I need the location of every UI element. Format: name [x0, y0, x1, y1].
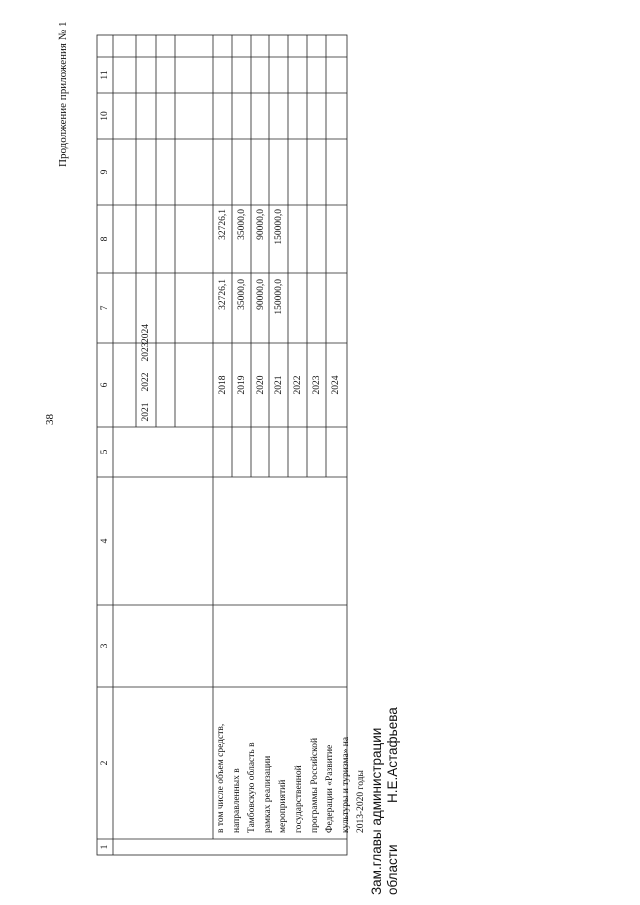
year-cell: 2020 — [256, 375, 266, 395]
row-label-line: 2013-2020 годы — [356, 770, 367, 833]
year-cell: 2019 — [237, 375, 247, 395]
year-cell: 2018 — [218, 375, 228, 395]
row-label-line: Тамбовскую область в — [247, 742, 258, 833]
row-label-line: программы Российской — [309, 737, 320, 833]
rotated-page: 38 Продолжение приложения № 1 1 2 3 4 5 6 7 8 9 10 11 2021 2022 2023 2024 в том числе объем средств, направленных в Тамбовскую область в рамках реализации мероприятий государственной программы Российской Федерации «Развитие культуры и туризма» на 2013-2020 годы 2018 2019 2020 2021 2022 2023 2024 32726,1 35000,0 90000,0 150000,0 32726,1 35000,0 90000,0 150000,0 Зам.главы администрации области Н.Е.Астафьева — [0, 0, 640, 905]
value-cell-col7: 35000,0 — [237, 279, 247, 310]
year-cell: 2021 — [141, 402, 151, 422]
column-number: 10 — [100, 111, 110, 121]
value-cell-col8: 35000,0 — [237, 209, 247, 240]
column-number: 4 — [100, 538, 110, 544]
value-cell-col7: 150000,0 — [274, 279, 284, 315]
row-label-line: государственной — [293, 765, 304, 833]
column-number: 1 — [100, 844, 110, 850]
value-cell-col8: 32726,1 — [218, 209, 228, 240]
column-number: 7 — [100, 305, 110, 311]
row-label-line: Федерации «Развитие — [325, 744, 336, 833]
signature-region: области — [385, 844, 400, 895]
row-label-line: мероприятий — [278, 779, 289, 833]
header-note: Продолжение приложения № 1 — [57, 21, 69, 167]
signature-name: Н.Е.Астафьева — [385, 707, 400, 803]
column-number: 9 — [100, 169, 110, 175]
year-cell: 2024 — [331, 375, 341, 395]
value-cell-col7: 32726,1 — [218, 279, 228, 310]
row-label — [214, 724, 370, 833]
row-label-line: направленных в — [231, 768, 242, 833]
column-number: 5 — [100, 449, 110, 455]
year-cell: 2022 — [293, 375, 303, 395]
year-cell: 2023 — [312, 375, 322, 395]
column-number: 11 — [100, 70, 110, 80]
column-number: 8 — [100, 236, 110, 242]
year-cell: 2023 — [141, 342, 151, 362]
value-cell-col7: 90000,0 — [256, 279, 266, 310]
value-cell-col8: 150000,0 — [274, 209, 284, 245]
year-cell: 2021 — [274, 375, 284, 395]
page-number: 38 — [44, 414, 56, 425]
signature-title: Зам.главы администрации — [369, 727, 384, 895]
column-number: 3 — [100, 643, 110, 649]
year-cell: 2022 — [141, 372, 151, 392]
value-cell-col8: 90000,0 — [256, 209, 266, 240]
row-label-line: рамках реализации — [262, 755, 273, 833]
column-number: 2 — [100, 760, 110, 766]
column-number: 6 — [100, 382, 110, 388]
row-label-line: культуры и туризма» на — [340, 736, 351, 833]
row-label-line: в том числе объем средств, — [216, 723, 226, 833]
